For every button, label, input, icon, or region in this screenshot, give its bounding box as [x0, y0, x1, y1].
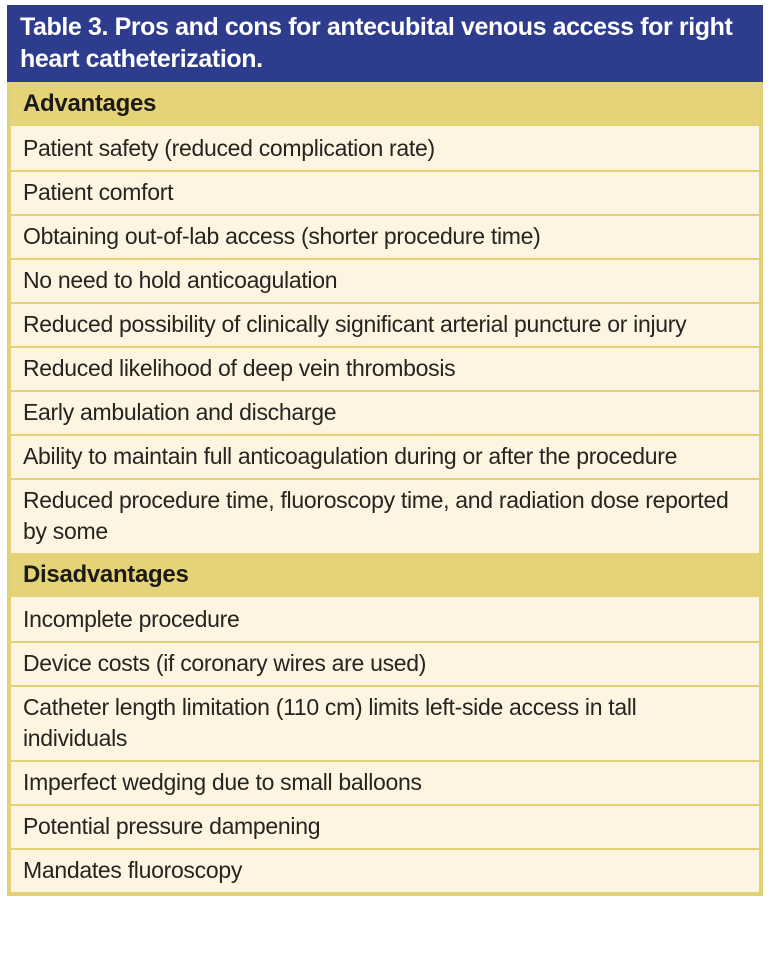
pros-cons-table [7, 5, 763, 896]
table-row: Reduced procedure time, fluoroscopy time, and radiation dose reported by some [11, 478, 759, 553]
table-row: Potential pressure dampening [11, 804, 759, 848]
table-row: Patient safety (reduced complication rate) [11, 126, 759, 170]
table-row: Reduced possibility of clinically significant arterial puncture or injury [11, 302, 759, 346]
table-row: Mandates fluoroscopy [11, 848, 759, 892]
table-row: Ability to maintain full anticoagulation during or after the procedure [11, 434, 759, 478]
table-row: Early ambulation and discharge [11, 390, 759, 434]
table-row: Device costs (if coronary wires are used) [11, 641, 759, 685]
table-body [11, 82, 759, 892]
table-row: No need to hold anticoagulation [11, 258, 759, 302]
table-row: Incomplete procedure [11, 597, 759, 641]
section-header: Advantages [11, 82, 759, 126]
table-title: Table 3. Pros and cons for antecubital venous access for right heart catheterization. [7, 5, 763, 82]
section-header: Disadvantages [11, 553, 759, 597]
table-row: Reduced likelihood of deep vein thrombosis [11, 346, 759, 390]
table-row: Obtaining out-of-lab access (shorter procedure time) [11, 214, 759, 258]
table-row: Catheter length limitation (110 cm) limits left-side access in tall individuals [11, 685, 759, 760]
table-row: Imperfect wedging due to small balloons [11, 760, 759, 804]
table-row: Patient comfort [11, 170, 759, 214]
